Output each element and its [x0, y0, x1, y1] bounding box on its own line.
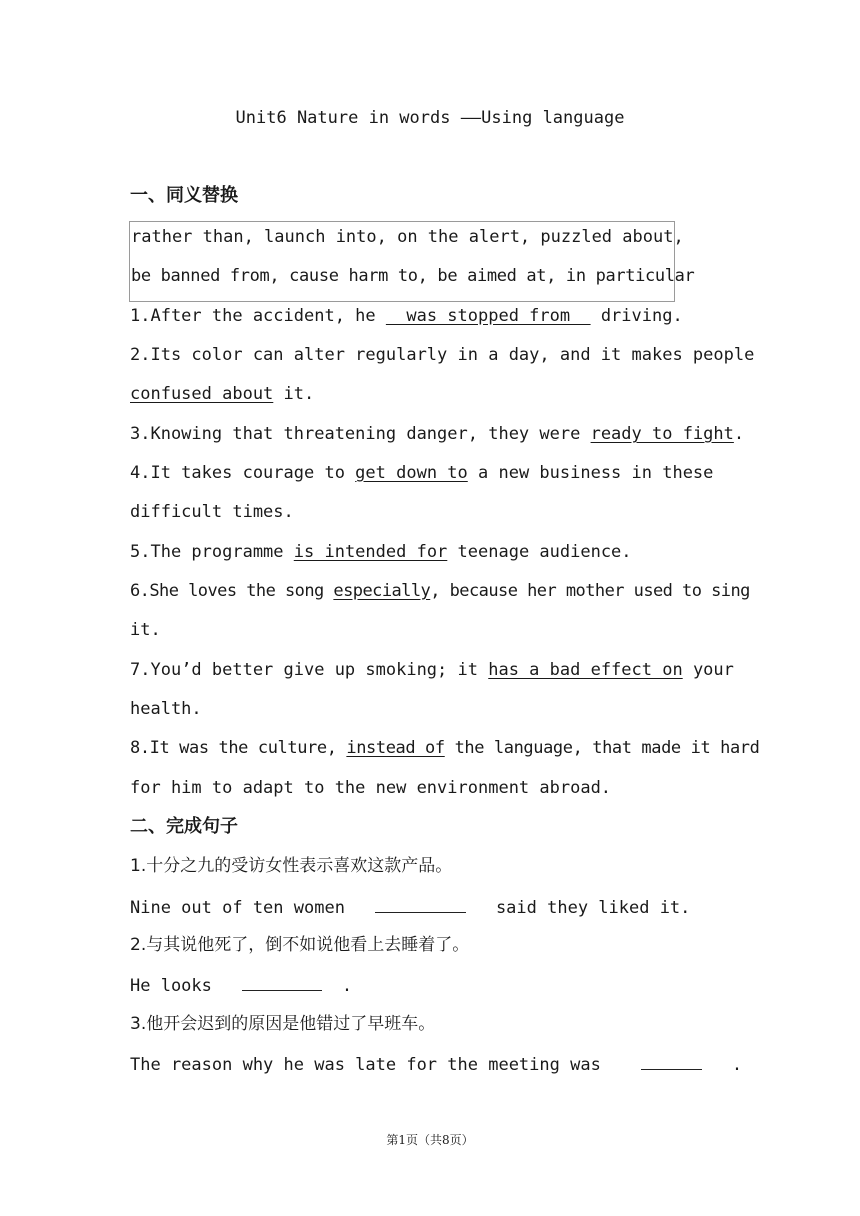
item-6: 6.She loves the song especially, because her mother used to sing: [130, 581, 750, 601]
answer-6: especially: [333, 581, 431, 601]
item-7-cont: health.: [130, 699, 202, 719]
q3-chinese: 3.他开会迟到的原因是他错过了早班车。: [130, 1014, 436, 1034]
section1-heading: 一、同义替换: [130, 185, 238, 206]
q2-chinese: 2.与其说他死了，倒不如说他看上去睡着了。: [130, 935, 470, 955]
item-2-cont: confused about it.: [130, 384, 315, 404]
item-3: 3.Knowing that threatening danger, they were ready to fight.: [130, 424, 745, 444]
item-4: 4.It takes courage to get down to a new business in these: [130, 463, 714, 483]
item-4-cont: difficult times.: [130, 502, 294, 522]
q2-english: He looks .: [130, 972, 352, 998]
item-8-cont: for him to adapt to the new environment abroad.: [130, 778, 612, 798]
answer-5: is intended for: [293, 542, 448, 562]
answer-4: get down to: [355, 463, 468, 483]
q1-chinese: 1.十分之九的受访女性表示喜欢这款产品。: [130, 856, 453, 876]
q3-english: The reason why he was late for the meeting was .: [130, 1051, 742, 1077]
item-8: 8.It was the culture, instead of the language, that made it hard: [130, 738, 760, 758]
answer-8: instead of: [346, 738, 445, 758]
answer-1: was stopped from: [385, 306, 591, 326]
q1-answer-blank[interactable]: [375, 894, 466, 913]
item-7: 7.You’d better give up smoking; it has a bad effect on your: [130, 660, 734, 680]
q3-answer-blank[interactable]: [641, 1051, 702, 1070]
word-bank-line-2: be banned from, cause harm to, be aimed at, in particular: [131, 266, 695, 286]
page-footer: 第1页（共8页）: [386, 1133, 474, 1147]
answer-7: has a bad effect on: [488, 660, 683, 680]
item-2: 2.Its color can alter regularly in a day, and it makes people: [130, 345, 755, 365]
section2-heading: 二、完成句子: [130, 816, 238, 837]
document-title: Unit6 Nature in words ——Using language: [235, 108, 625, 128]
item-1: 1.After the accident, he was stopped from driving.: [130, 306, 683, 326]
answer-3: ready to fight: [590, 424, 734, 444]
q1-english: Nine out of ten women said they liked it.: [130, 894, 690, 920]
q2-answer-blank[interactable]: [242, 972, 322, 991]
item-5: 5.The programme is intended for teenage audience.: [130, 542, 632, 562]
word-bank-box: [129, 221, 695, 302]
item-6-cont: it.: [130, 620, 161, 640]
word-bank-line-1: rather than, launch into, on the alert, puzzled about,: [131, 227, 684, 247]
answer-2: confused about: [130, 384, 274, 404]
